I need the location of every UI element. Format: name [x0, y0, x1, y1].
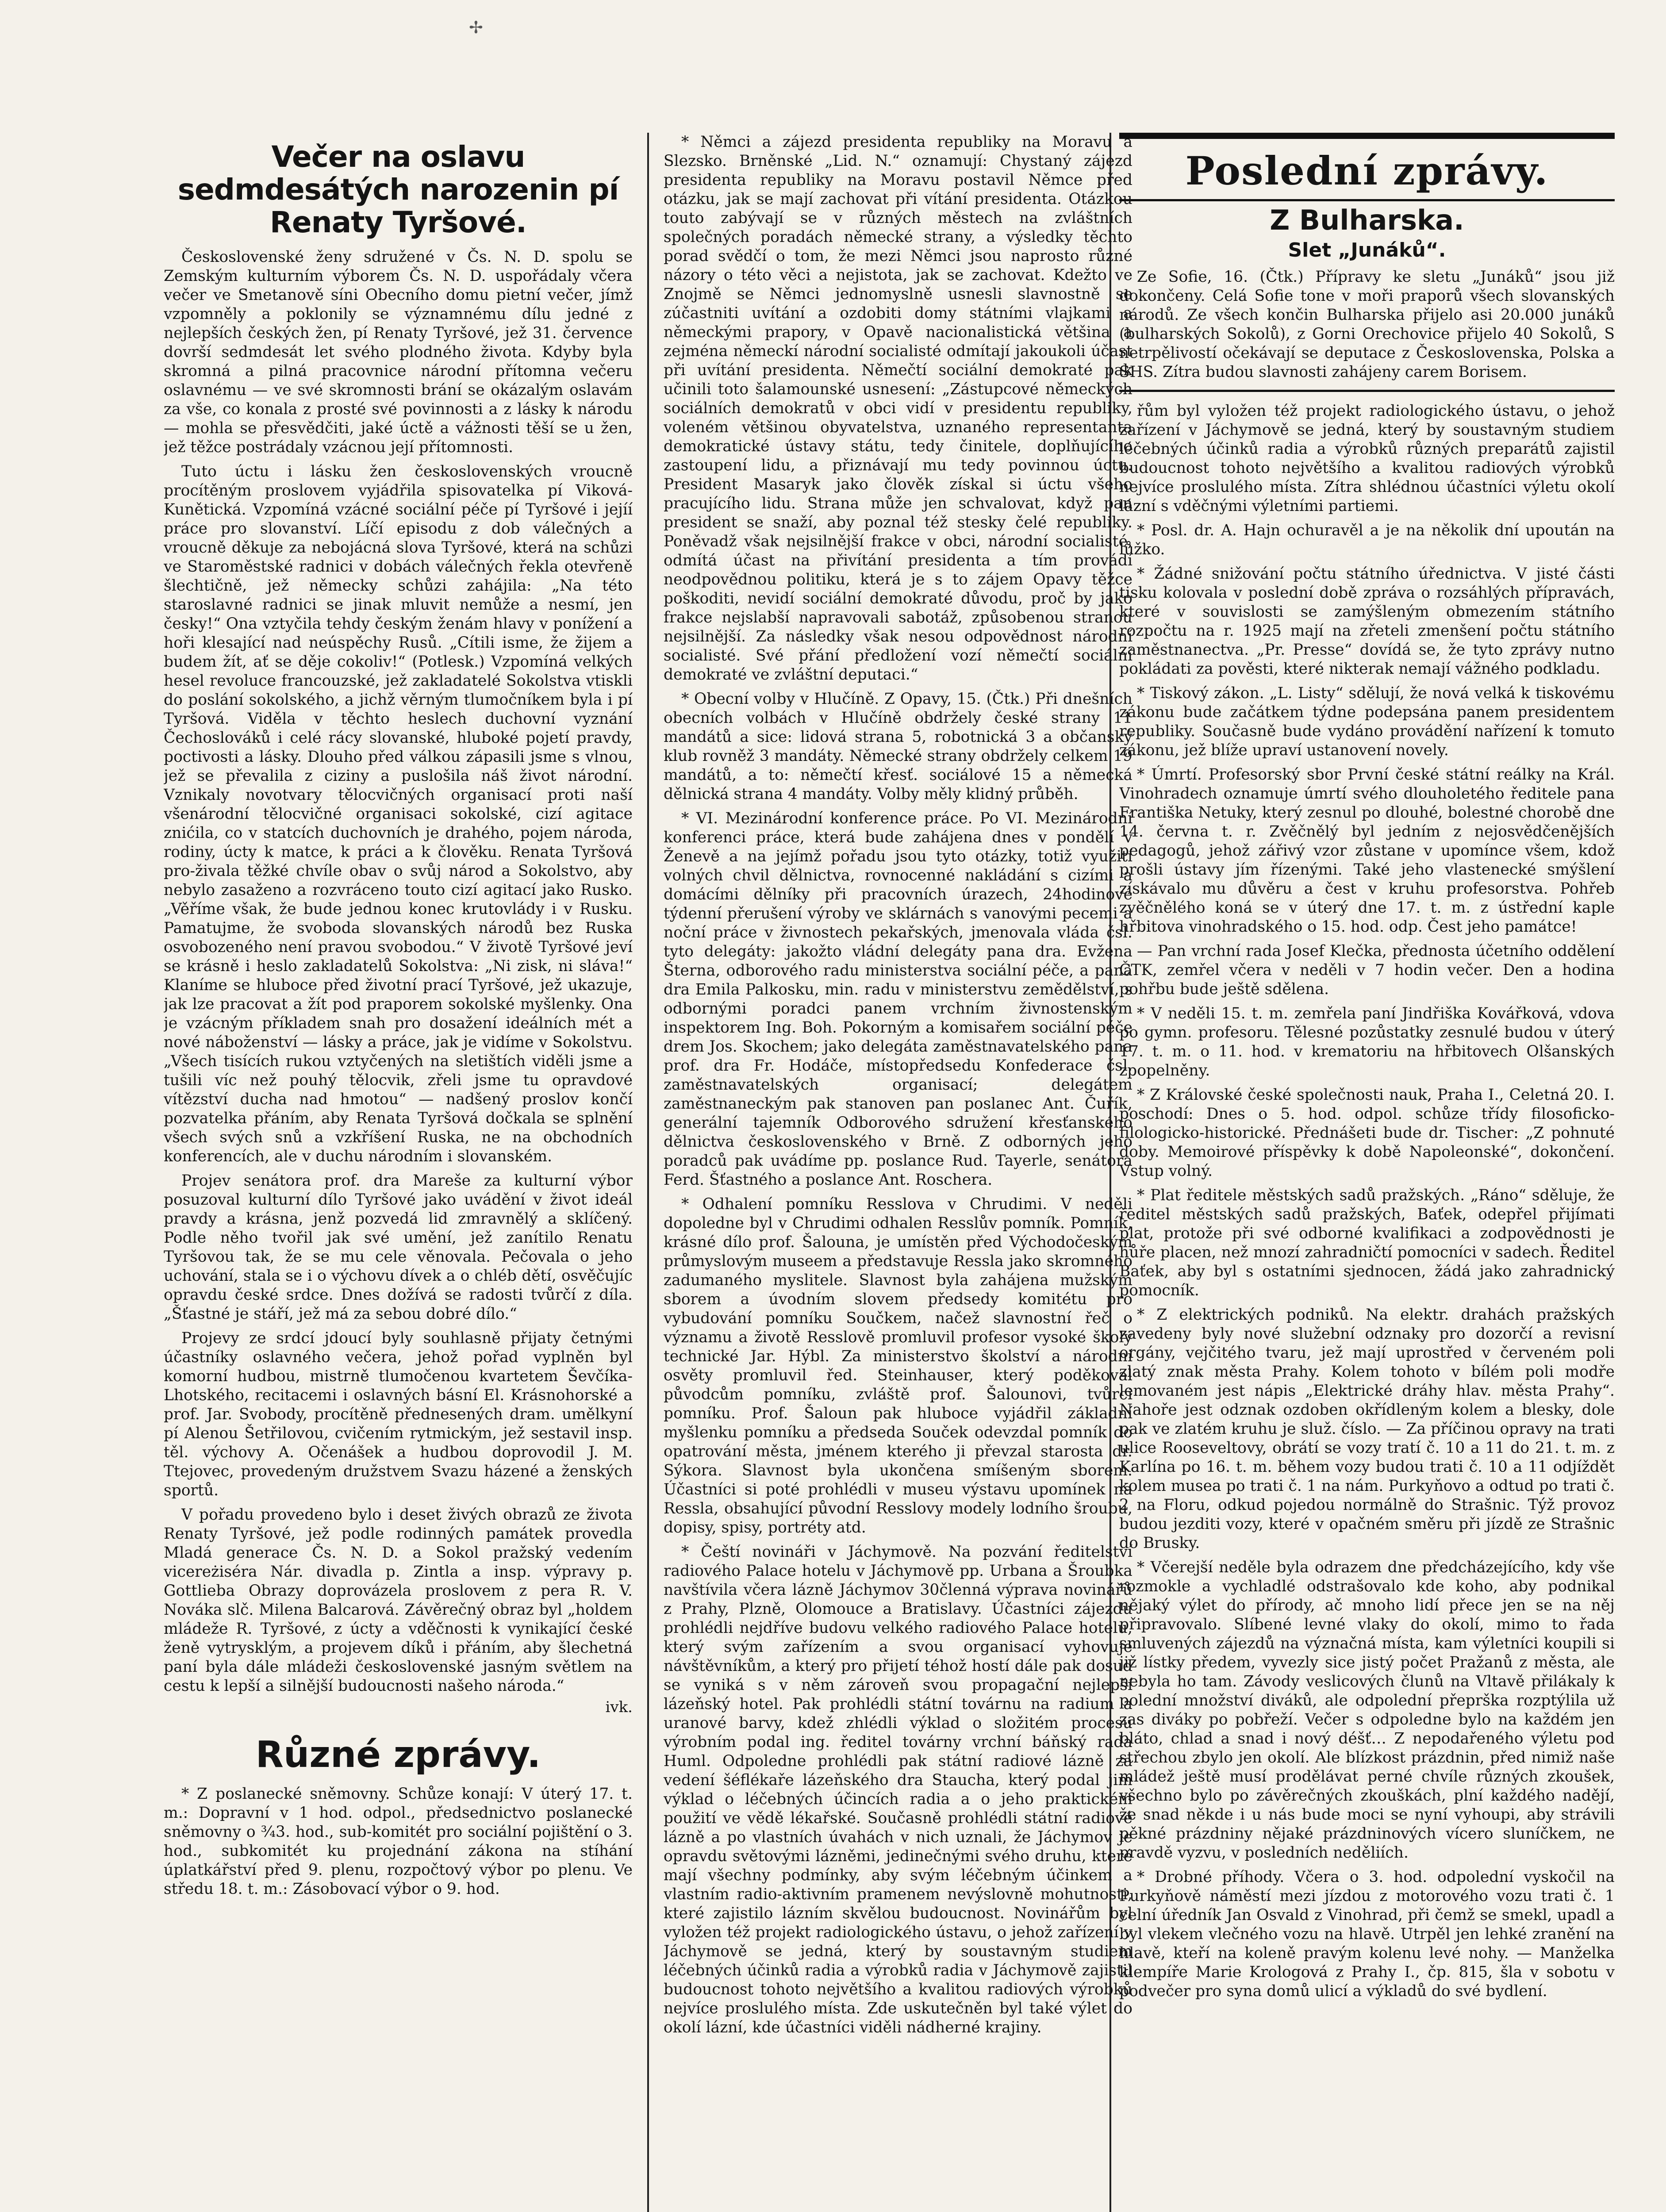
- article-paragraph: * Z poslanecké sněmovny. Schůze konají: V úterý 17. t. m.: Dopravní v 1 hod. odpol., předsednictvo poslanecké sněmovny o ¾3. hod., sub-komitét pro sociální pojištění o 3. hod., subkomitét ku projednání zákona na stíhání úplatkářství před 9. plenu, rozpočtový výbor po plenu. Ve středu 18. t. m.: Zásobovací výbor o 9. hod.: [164, 1785, 633, 1898]
- news-item: * Z Královské české společnosti nauk, Praha I., Celetná 20. I. poschodí: Dnes o 5. hod. odpol. schůze třídy filosoficko-filologicko-historické. Přednášeti bude dr. Tischer: „Z pohnuté doby. Memoirové příspěvky k době Napoleonské“, dokončení. Vstup volný.: [1119, 1086, 1615, 1180]
- latest-news-banner: [1119, 133, 1615, 201]
- news-item: * Drobné příhody. Včera o 3. hod. odpolední vyskočil na Purkyňově náměstí mezi jízdou z motorového vozu trati č. 1 celní úředník Jan Osvald z Vinohrad, při čemž se smekl, upadl a byl vlekem vlečného vozu na hlavě. Utrpěl jen lehké zranění na hlavě, kteří na koleně pravým kolenu levé nohy. — Manželka klempíře Marie Krologová z Prahy I., čp. 815, šla v sobotu v podvečer pro syna domů ulicí a výkladů do své bydlení.: [1119, 1868, 1615, 2000]
- news-item: * Žádné snižování počtu státního úřednictva. V jisté části tisku kolovala v poslední době zpráva o rozsáhlých přípravách, které v souvislosti se zamýšleným obmezením státního rozpočtu na r. 1925 mají na zřeteli zmenšení počtu státního zaměstnanectva. „Pr. Presse“ dovídá se, že tyto zprávy nutno pokládati za pověsti, které nikterak nemají vážného podkladu.: [1119, 565, 1615, 678]
- news-item: * Němci a zájezd presidenta republiky na Moravu a Slezsko. Brněnské „Lid. N.“ oznamují: Chystaný zájezd presidenta republiky na Moravu postavil Němce před otázku, jak se mají zachovat při vítání presidenta. Otázkou touto zabývají se v různých městech na zvláštních společných poradách německé strany, a výsledky těchto porad svědčí o tom, že mezi Němci jsou naprosto různé názory o této věci a nejistota, jak se zachovat. Kdežto ve Znojmě se Němci jednomyslně usnesli slavnostně se zúčastniti uvítání a ozdobiti domy státními vlajkami a německými prapory, v Opavě nacionalistická většina a zejména německí národní socialisté odmítají jakoukoli účast při uvítání presidenta. Němečtí sociální demokraté pak učinili toto šalamounské usnesení: „Zástupcové německých sociálních demokratů v obci vidí v presidentu republiky, voleném většinou obyvatelstva, uznaného representanta demokratické ústavy státu, tedy činitele, doplňujícího zastoupení lidu, a přiznávají mu tedy povinnou úctu. President Masaryk jako člověk získal si úctu všeho pracujícího lidu. Strana může jen schvalovat, když pan president se snaží, aby poznal též stesky čelé republiky. Poněvadž však nejsilnější frakce v obci, národní socialisté, odmítá účast na přivítání presidenta a tím provádí neodpovědnou politiku, která je s to zájem Opavy těžce poškoditi, nevidí sociální demokraté důvodu, proč by jako frakce nejslabší napravovali sabotáž, způsobenou stranou nejsilnější. Za následky však nesou odpovědnost národní socialisté. Své přání předložení vozí němečtí sociální demokraté ve zvláštní deputaci.“: [664, 133, 1132, 684]
- news-subheading: Z Bulharska.: [1270, 204, 1464, 236]
- article-paragraph: Tuto úctu i lásku žen československých vroucně procítěným proslovem vyjádřila spisovatelka pí Viková-Kunětická. Vzpomíná vzácné sociální péče pí Tyršové i jejíí práce pro slovanství. Líčí episodu z dob válečných a vroucně děkuje za nebojácná slova Tyršové, která na schůzi ve Staroměstské radnici v dobách válečných řekla otevřeně šlechtičně, jež německy schůzi zahájila: „Na této staroslavné radnici se jinak mluvit nemůže a nesmí, jen česky!“ Ona vztyčila tehdy českým ženám hlavy v ponížení a hoři klesající nad neúspěchy Rusů. „Cítili isme, že žijem a budem žít, ať se děje cokoliv!“ (Potlesk.) Vzpomíná velkých hesel revoluce francouzské, jež zakladatelé Sokolstva vtiskli do poslání sokolského, a jichž věrným tlumočníkem byla i pí Tyršová. Viděla v těchto heslech duchovní vyznání Čechoslováků i celé rácy slovanské, hluboké pojetí pravdy, poctivosti a lásky. Dlouho před válkou zápasili jsme s vlnou, jež se převalila z ciziny a puslošila náš život národní. Vznikaly novotvary tělocvičných organisací proti naší všenárodní tělocvičné organisaci sokolské, cizí agitace znićila, co v statcích duchovních je drahého, pojem národa, rodiny, úcty k matce, k práci a k člověku. Renata Tyršová pro-živala těžké chvíle obav o svůj národ a Sokolstvo, aby nebylo zasaženo a rozvráceno touto cizí agitací jako Rusko. „Věříme však, že bude jednou konec krutovlády i v Rusku. Pamatujme, že svoboda slovanských národů bez Ruska osvobozeného není pravou svobodou.“ V životě Tyršové jeví se krásně i heslo zakladatelů Sokolstva: „Ni zisk, ni sláva!“ Klaníme se hluboce před životní prací Tyršové, jež ukazuje, jak lze pracovat a žít pod praporem sokolské myšlenky. Ona je vzácným příkladem snah pro dosažení ideálních mét a nové náboženství — lásky a práce, jak je vidíme v Sokolstvu. „Všech tisících rukou vztyčených na sletištích viděli jsme a tušili víc než pouhý tělocvik, zřeli jsme tu opravdové vítězství ducha nad hmotou“ — nadšený proslov končí pozvatelka přáním, aby Renata Tyršová dočkala se splnění všech svých snů a vzkříšení Ruska, ne na obchodních konferencích, ale v duchu národním i slovanském.: [164, 463, 633, 1165]
- news-item: * Úmrtí. Profesorský sbor První české státní reálky na Král. Vinohradech oznamuje úmrtí svého dlouholetého ředitele pana Františka Netuky, který zesnul po dlouhé, bolestné chorobě dne 14. června t. r. Zvěčnělý byl jedním z nejosvědčenějších pedagogů, jehož zářivý vzor zůstane v upomínce všem, kdož prošli ústavy jím řízenými. Také jeho vlastenecké smýšlení získávalo mu důvěru a čest v kruhu profesorstva. Pohřeb zvěčnělého koná se v úterý dne 17. t. m. z ústřední kaple hřbitova vinohradského o 15. hod. odp. Čest jeho památce!: [1119, 766, 1615, 936]
- news-item: * Z elektrických podniků. Na elektr. drahách pražských zavedeny byly nové služební odznaky pro dozorčí a revisní orgány, vejčitého tvaru, jež mají uprostřed v červeném poli zlatý znak města Prahy. Kolem tohoto v bílém poli modře lemovaném jest nápis „Elektrické dráhy hlav. města Prahy“. Nahoře jest odznak ozdoben okřídleným kolem a blesky, dole pak ve zlatém kruhu je služ. číslo. — Za příčinou opravy na trati ulice Rooseveltovy, obrátí se vozy tratí č. 10 a 11 do 21. t. m. z Karlína po 16. t. m. během vozy budou trati č. 10 a 11 odjíždět kolem musea po trati č. 1 na nám. Purkyňovo a odtud po trati č. 2 na Floru, odkud pojedou normálně do Strašnic. Týž provoz budou jezditi vozy, které v opačném směru při jízdě ze Strašnic do Brusky.: [1119, 1306, 1615, 1552]
- column-right: [1119, 133, 1615, 2212]
- column-middle: [664, 133, 1132, 2212]
- article-paragraph: Projevy ze srdcí jdoucí byly souhlasně přijaty četnými účastníky oslavného večera, jehož pořad vyplněn byl komorní hudbou, mistrně tlumočenou kvartetem Ševčíka-Lhotského, recitacemi i oslavných básní El. Krásnohorské a prof. Jar. Svobody, procítěně přednesených dram. umělkyní pí Alenou Šetřilovou, cvičením rytmickým, jež sestavil insp. těl. výchovy A. Očenášek a hudbou doprovodil J. M. Ttejovec, provedeným družstvem Svazu házené a ženských sportů.: [164, 1329, 633, 1499]
- column-rule: [647, 133, 649, 2212]
- author-signature: ivk.: [605, 1698, 633, 1716]
- article-headline: Večer na oslavu sedmdesátých narozenin pí Renaty Tyršové.: [177, 140, 619, 239]
- news-item: * Čeští novináři v Jáchymově. Na pozvání ředitelství radiového Palace hotelu v Jáchymově pp. Urbana a Šroubka navštívila včera lázně Jáchymov 30členná výprava novinářů z Prahy, Plzně, Olomouce a Bratislavy. Účastníci zájezdu prohlédli nejdříve budovu velkého radiového Palace hotelu, který svým zařízením a svou organisací vyhovuje návštěvníkům, a který pro přijetí téhož hostí dále pak dosud se vyniká s v něm zároveň svou propagační nejlepší lázeňský hotel. Pak prohlédli státní továrnu na radium a uranové barvy, kdež zhlédli výklad o složitém procesu výrobním podal ing. ředitel továrny vrchní báňský rada Huml. Odpoledne prohlédli pak státní radiové lázně za vedení šéflékaře lázeňského dra Staucha, který podal jim výklad o léčebných účincích radia a o jeho praktickém použití ve vědě lékařské. Současně prohlédli státní radiové lázně a po vlastních úvahách v nich uznali, že Jáchymov je opravdu světovými lázněmi, jedinečnými svého druhu, které mají všechny podmínky, aby svým léčebným účinkem a vlastním radio-aktivním pramenem nevýslovně mohutnosti, které zajistilo lázním skvělou budoucnost. Novinářům byl vyložen též projekt radiologického ústavu, o jehož zařízení v Jáchymově se jedná, který by soustavným studiem léčebných účinků radia a výrobků radia v Jáchymově zajistil budoucnost tohoto největšího a kvalitou radiových výrobků nejvíce proslulého místa. Zde uskutečněn byl také výlet do okolí lázní, kde účastníci viděli nádherné krajiny.: [664, 1543, 1132, 2036]
- news-subheading: Slet „Junáků“.: [1288, 239, 1446, 261]
- article-paragraph: Projev senátora prof. dra Mareše za kulturní výbor posuzoval kulturní dílo Tyršové jako uvádění v život ideál pravdy a krásna, jenž pozvedá lid zmravnělý a sklíčený. Podle něho tvořil jak své umění, jež zanítilo Renatu Tyršovou tak, že se mu cele věnovala. Pečovala o jeho uchování, stala se i o výchovu dívek a o chléb dětí, osvěčujíc opravdu české srdce. Dnes dožívá se radosti tvůrčí z díla. „Šťastné je stáří, jež má za sebou dobré dílo.“: [164, 1172, 633, 1323]
- news-item: Ze Sofie, 16. (Čtk.) Přípravy ke sletu „Junáků“ jsou již dokončeny. Celá Sofie tone v moři praporů všech slovanských národů. Ze všech končin Bulharska přijelo asi 20.000 junáků (bulharských Sokolů), z Gorni Orechovice přijelo 40 Sokolů, S netrpělivostí očekávají se deputace z Československa, Polska a SHS. Zítra budou slavnosti zahájeny carem Borisem.: [1119, 268, 1615, 381]
- section-divider: [1119, 390, 1615, 392]
- news-item: * Obecní volby v Hlučíně. Z Opavy, 15. (Čtk.) Při dnešních obecních volbách v Hlučíně obdržely české strany 11 mandátů a sice: lidová strana 5, robotnická 3 a občanský klub rovněž 3 mandáty. Německé strany obdržely celkem 19 mandátů, a to: němečtí křesť. sociálové 15 a německá dělnická strana 4 mandáty. Volby měly klidný průběh.: [664, 690, 1132, 803]
- news-item: * Tiskový zákon. „L. Listy“ sdělují, že nová velká k tiskovému zákonu bude začátkem týdne podepsána panem presidentem republiky. Současně bude vydáno provádění nařízení k tomuto zákonu, jež blíže upraví ustanovení novely.: [1119, 684, 1615, 759]
- news-item: * VI. Mezinárodní konference práce. Po VI. Mezinárodní konferenci práce, která bude zahájena dnes v pondělí v Ženevě a na jejímž pořadu jsou tyto otázky, totiž využití volných chvil dělnictva, rovnocenné nakládání s cizími a domácími dělníky při pracovních úrazech, 24hodinové týdenní přerušení výroby ve sklárnách s vanovými pecemi a noční práce v živnostech pekařských, jmenovala vláda čsl. tyto delegáty: jakožto vládní delegáty pana dra. Evžena Šterna, odborového radu ministerstva sociální péče, a pana dra Emila Palkosku, min. radu v ministerstvu zemědělství, s odbornými poradci panem vrchním živnostenským inspektorem Ing. Boh. Pokorným a komisařem sociální péče drem Jos. Skochem; jako delegáta zaměstnavatelského pana prof. dra Fr. Hodáče, místopředsedu Konfederace čsl. zaměstnavatelských organisací; delegátem zaměstnaneckým pak stanoven pan poslanec Ant. Čuřík, generální tajemník Odborového sdružení křesťanského dělnictva československého v Brně. Z odborných jeho poradců pak uvádíme pp. poslance Rud. Tayerle, senátora Ferd. Šťastného a poslance Ant. Roschera.: [664, 810, 1132, 1189]
- article-paragraph: V pořadu provedeno bylo i deset živých obrazů ze života Renaty Tyršové, jež podle rodinných památek provedla Mladá generace Čs. N. D. a Sokol pražský vedením vicereżiséra Nár. divadla p. Zintla a insp. výpravy p. Gottlieba Obrazy doprovázela proslovem z pera R. V. Nováka slč. Milena Balcarová. Závěrečný obraz byl „holdem mládeže R. Tyršové, z úcty a vděčnosti k vynikající české ženě vytrysklým, a projevem díků i přáním, aby šlechetná paní byla dále mládeži československé jasným světlem na cestu k lepší a silnější budoucnosti našeho národa.“: [164, 1506, 633, 1695]
- page-corner-mark: ✢: [469, 18, 483, 37]
- news-item: * V neděli 15. t. m. zemřela paní Jindřiška Kovářková, vdova po gymn. profesoru. Tělesné pozůstatky zesnulé budou v úterý 17. t. m. o 11. hod. v krematoriu na hřbitovech Olšanských zpopelněny.: [1119, 1005, 1615, 1079]
- news-item: řům byl vyložen též projekt radiologického ústavu, o jehož zařízení v Jáchymově se jedná, který by soustavným studiem léčebných účinků radia a výrobků různých preparátů zajistil budoucnost tohoto největšího a kvalitou radiových výrobků nejvíce proslulého místa. Zítra shlédnou účastníci výletu okolí lázní s vděčnými výletními partiemi.: [1119, 402, 1615, 515]
- section-heading: Různé zprávy.: [255, 1734, 541, 1776]
- news-item: * Odhalení pomníku Resslova v Chrudimi. V neděli dopoledne byl v Chrudimi odhalen Resslův pomník. Pomník, krásné dílo prof. Šalouna, je umístěn před Východočeským průmyslovým museem a představuje Ressla jako skromného zadumaného myslitele. Slavnost byla zahájena mužským sborem a úvodním slovem předsedy komitétu pro vybudování pomníku Součkem, načež slavnostní řeč o významu a životě Resslově promluvil profesor vysoké školy technické Jar. Hýbl. Za ministerstvo školství a národní osvěty promluvil řed. Steinhauser, který poděkoval původcům pomníku, zvláště prof. Šalounovi, tvůrci pomníku. Prof. Šaloun pak hluboce vyjádřil základní myšlenku pomníku a předseda Souček odevzdal pomník do opatrování města, jménem kterého ji převzal starosta dr. Sýkora. Slavnost byla ukončena smíšeným sborem. Účastníci si poté prohlédli v museu výstavu upomínek na Ressla, obsahující původní Resslovy modely lodního šroubu, dopisy, spisy, portréty atd.: [664, 1195, 1132, 1536]
- article-paragraph: Československé ženy sdružené v Čs. N. D. spolu se Zemským kulturním výborem Čs. N. D. uspořádaly včera večer ve Smetanově síni Obecního domu pietní večer, jímž vzpomněly a poklonily se významnému dílu jedné z nejlepších českých žen, pí Renaty Tyršové, jež 31. července dovrší sedmdesát let svého plodného života. Kdyby byla skromná a pilná pracovnice národní přítomna večeru oslavnému — ve své skromnosti brání se okázalým oslavám za vše, co konala z prosté své povinnosti a z lásky k národu — mohla se přesvědčiti, jaké úctě a vážnosti těší se u žen, jež těžce postrádaly vzácnou její přítomnosti.: [164, 248, 633, 456]
- news-item: — Pan vrchní rada Josef Klečka, přednosta účetního oddělení ČTK, zemřel včera v neděli v 7 hodin večer. Den a hodina pohřbu bude ještě sdělena.: [1119, 942, 1615, 998]
- column-left: [164, 133, 633, 2212]
- news-item: * Posl. dr. A. Hajn ochuravěl a je na několik dní upoután na lůžko.: [1119, 522, 1615, 558]
- news-item: * Včerejší neděle byla odrazem dne předcházejícího, kdy vše rozmokle a vychladlé odstrašovalo kde koho, aby podnikal nějaký výlet do přírody, ač mnoho lidí přece jen se na něj připravovalo. Slíbené levné vlaky do okolí, mimo to řada smluvených zájezdů na význačná místa, kam výletníci koupili si již lístky předem, vyvezly sice jistý počet Pražanů z města, ale nebyla ho tam. Závody veslicových člunů na Vltavě přilákaly k polední množství diváků, ale odpolední přeprška rozptýlila už zas diváky po pobřeží. Večer s odpoledne bylo na každém jen bláto, chlad a snad i nový déšť… Z nepodařeného výletu pod střechou zbylo jen okolí. Ale blízkost prázdnin, před nimiž naše mládež ještě musí prodělávat perné chvíle různých zkoušek, všechno bylo po závěrečných zkouškách, plní každého nadějí, že snad někde i u nás bude moci se nyní vyhoupi, aby strávili pěkné prázdniny nějaké prázdninových vícero sluníčkem, ne pravdě vyzvu, v posledních neděliích.: [1119, 1559, 1615, 1862]
- banner-title: Poslední zprávy.: [1185, 148, 1549, 194]
- news-item: * Plat ředitele městských sadů pražských. „Ráno“ sděluje, že ředitel městských sadů pražských, Baťek, odepřel přijímati plat, protože při své odborné kvalifikaci a zodpovědnosti je hůře placen, než mnozí zahradničtí pomocníci v sadech. Ředitel Baťek, aby byl s ostatními sjednocen, žádá jako zahradnický pomocník.: [1119, 1187, 1615, 1299]
